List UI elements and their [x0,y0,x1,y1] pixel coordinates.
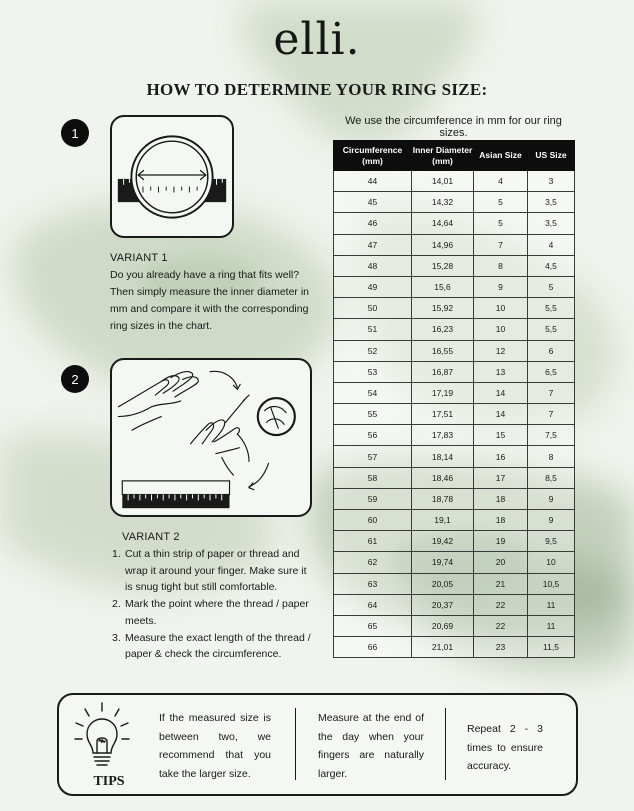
table-cell: 22 [474,615,528,636]
table-cell: 7 [528,382,575,403]
table-cell: 23 [474,637,528,658]
table-cell: 45 [334,192,412,213]
table-cell: 6 [528,340,575,361]
table-note: We use the circumference in mm for our ring sizes. [345,115,562,139]
table-cell: 8 [474,255,528,276]
table-cell: 19 [474,531,528,552]
table-cell: 14,96 [412,234,474,255]
table-cell: 19,42 [412,531,474,552]
table-cell: 54 [334,382,412,403]
table-cell: 11 [528,615,575,636]
table-cell: 5,5 [528,319,575,340]
table-row [334,594,575,615]
table-cell: 65 [334,615,412,636]
table-cell: 16,55 [412,340,474,361]
table-cell: 17,51 [412,404,474,425]
table-cell: 19,74 [412,552,474,573]
table-row [334,382,575,403]
step-text: Measure the exact length of the thread / paper & check the circumference. [125,631,311,661]
table-row [334,637,575,658]
table-cell: 49 [334,276,412,297]
table-cell: 64 [334,594,412,615]
table-cell: 12 [474,340,528,361]
variant-2-heading: VARIANT 2 [122,531,180,543]
table-row [334,552,575,573]
table-cell: 3,5 [528,213,575,234]
table-row [334,276,575,297]
table-cell: 53 [334,361,412,382]
table-cell: 21,01 [412,637,474,658]
table-cell: 14,32 [412,192,474,213]
tips-divider [445,708,446,780]
table-cell: 20,37 [412,594,474,615]
table-row [334,510,575,531]
tip-1-text: If the measured size is between two, we recommend that you take the larger size. [159,712,271,780]
table-cell: 56 [334,425,412,446]
table-cell: 61 [334,531,412,552]
list-item: 2. Mark the point where the thread / paper meets. [112,598,309,627]
table-row [334,171,575,192]
table-row [334,213,575,234]
table-row [334,425,575,446]
table-cell: 9 [528,488,575,509]
step-2-badge: 2 [61,365,89,393]
tip-3-text: Repeat 2 - 3 times to ensure accuracy. [467,723,543,772]
column-header-us-size: US Size [528,141,575,171]
table-cell: 8 [528,446,575,467]
table-cell: 3,5 [528,192,575,213]
table-cell: 5 [474,192,528,213]
table-row [334,573,575,594]
tip-2-text: Measure at the end of the day when your fingers are naturally larger. [318,712,424,780]
lightbulb-icon [73,701,131,773]
page-title: HOW TO DETERMINE YOUR RING SIZE: [146,80,488,99]
table-cell: 66 [334,637,412,658]
table-cell: 63 [334,573,412,594]
variant-2-steps [112,546,312,663]
table-cell: 52 [334,340,412,361]
table-cell: 16,87 [412,361,474,382]
step-1-badge: 1 [61,119,89,147]
table-cell: 18 [474,510,528,531]
table-cell: 48 [334,255,412,276]
table-row [334,192,575,213]
hand-thread-ruler-icon [112,360,310,515]
table-cell: 58 [334,467,412,488]
column-header-inner-diameter: Inner Diameter (mm) [412,141,474,171]
table-cell: 50 [334,298,412,319]
table-cell: 11 [528,594,575,615]
table-cell: 19,1 [412,510,474,531]
table-cell: 17,83 [412,425,474,446]
table-row [334,531,575,552]
table-cell: 5,5 [528,298,575,319]
table-cell: 6,5 [528,361,575,382]
table-body [334,171,575,658]
table-row [334,234,575,255]
table-row [334,255,575,276]
table-row [334,361,575,382]
table-cell: 18,46 [412,467,474,488]
table-cell: 20,05 [412,573,474,594]
table-cell: 46 [334,213,412,234]
table-cell: 18 [474,488,528,509]
table-cell: 11,5 [528,637,575,658]
thread-measure-illustration [110,358,312,517]
table-cell: 47 [334,234,412,255]
column-header-circumference: Circumference (mm) [334,141,412,171]
table-row [334,488,575,509]
table-cell: 14 [474,404,528,425]
table-cell: 8,5 [528,467,575,488]
table-cell: 4 [474,171,528,192]
step-text: Cut a thin strip of paper or thread and wrap it around your finger. Make sure it is snug tight but still comfortable. [125,548,307,594]
table-cell: 10 [474,298,528,319]
table-cell: 7 [528,404,575,425]
table-cell: 13 [474,361,528,382]
table-cell: 15,92 [412,298,474,319]
table-cell: 51 [334,319,412,340]
table-cell: 55 [334,404,412,425]
table-cell: 15,28 [412,255,474,276]
table-cell: 20,69 [412,615,474,636]
table-cell: 10,5 [528,573,575,594]
ruler-ring-icon [112,117,232,236]
table-cell: 9 [474,276,528,297]
table-row [334,404,575,425]
table-cell: 22 [474,594,528,615]
table-cell: 10 [528,552,575,573]
table-cell: 20 [474,552,528,573]
table-cell: 7 [474,234,528,255]
table-cell: 17,19 [412,382,474,403]
table-row [334,319,575,340]
tips-divider [295,708,296,780]
table-row [334,340,575,361]
variant-1-text: Do you already have a ring that fits well? Then simply measure the inner diameter in mm and compare it with the corresponding ring sizes in the chart. [110,269,310,332]
table-cell: 15,6 [412,276,474,297]
table-header-row [334,141,575,171]
step-text: Mark the point where the thread / paper meets. [125,598,309,627]
table-cell: 60 [334,510,412,531]
brand-logo: elli. [273,14,361,65]
tips-panel [57,693,578,796]
column-header-asian-size: Asian Size [474,141,528,171]
table-cell: 44 [334,171,412,192]
table-cell: 59 [334,488,412,509]
table-cell: 10 [474,319,528,340]
table-cell: 14 [474,382,528,403]
table-cell: 5 [528,276,575,297]
table-cell: 14,01 [412,171,474,192]
table-row [334,446,575,467]
table-cell: 7,5 [528,425,575,446]
table-cell: 9 [528,510,575,531]
table-cell: 16,23 [412,319,474,340]
list-item: 1. Cut a thin strip of paper or thread and wrap it around your finger. Make sure it is snug tight but still comfortable. [112,548,307,594]
variant-1-heading: VARIANT 1 [110,252,168,264]
table-cell: 4,5 [528,255,575,276]
ring-size-table [333,140,575,658]
table-cell: 17 [474,467,528,488]
table-cell: 21 [474,573,528,594]
table-cell: 15 [474,425,528,446]
table-row [334,467,575,488]
table-cell: 62 [334,552,412,573]
table-cell: 16 [474,446,528,467]
table-row [334,298,575,319]
table-row [334,615,575,636]
table-cell: 3 [528,171,575,192]
table-cell: 14,64 [412,213,474,234]
table-cell: 4 [528,234,575,255]
table-cell: 57 [334,446,412,467]
table-cell: 18,78 [412,488,474,509]
ring-measure-illustration [110,115,234,238]
tips-label: TIPS [93,774,125,789]
table-cell: 18,14 [412,446,474,467]
table-cell: 9,5 [528,531,575,552]
table-cell: 5 [474,213,528,234]
list-item: 3. Measure the exact length of the thread / paper & check the circumference. [112,631,311,661]
